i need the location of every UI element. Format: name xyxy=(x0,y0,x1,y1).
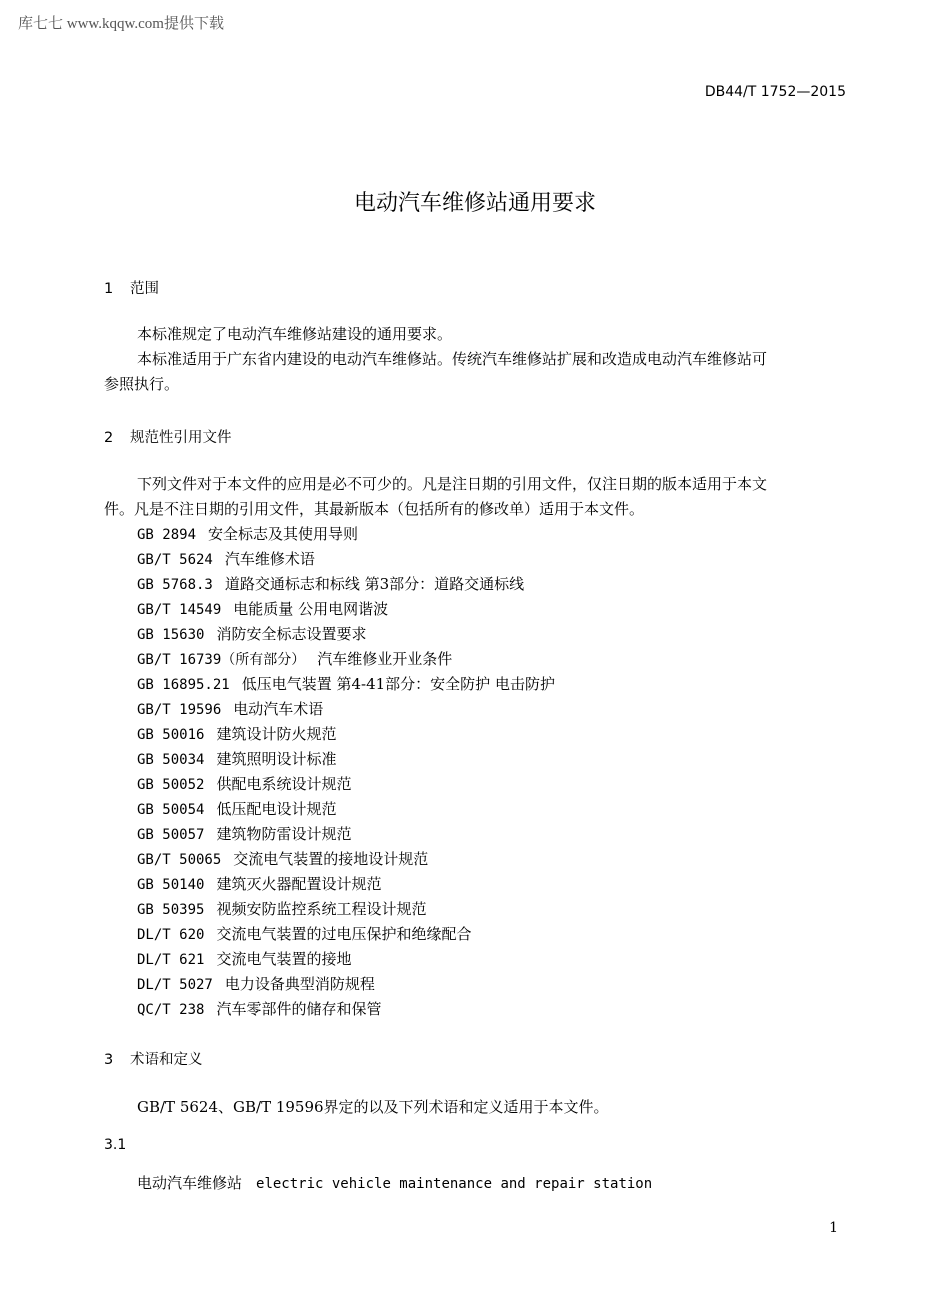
document-title: 电动汽车维修站通用要求 xyxy=(353,191,596,216)
section-2-intro-line-2: 件。凡是不注日期的引用文件，其最新版本（包括所有的修改单）适用于本文件。 xyxy=(104,500,645,518)
section-1-title: 范围 xyxy=(130,281,159,297)
reference-title: 电力设备典型消防规程 xyxy=(224,975,375,993)
reference-item xyxy=(137,923,471,944)
term-entry xyxy=(137,1172,652,1193)
reference-title: 建筑照明设计标准 xyxy=(216,750,337,768)
reference-code: GB/T 5624 xyxy=(137,552,213,568)
reference-code: GB/T 16739（所有部分） xyxy=(137,652,306,668)
reference-code: GB 50395 xyxy=(137,902,205,918)
section-2-intro-line-1: 下列文件对于本文件的应用是必不可少的。凡是注日期的引用文件，仅注日期的版本适用于本文 xyxy=(137,475,768,493)
section-2-heading xyxy=(104,426,232,447)
section-2-title: 规范性引用文件 xyxy=(130,430,232,446)
reference-title: 汽车维修术语 xyxy=(224,550,315,568)
reference-title: 低压电气装置 第4-41部分：安全防护 电击防护 xyxy=(241,675,555,693)
reference-item xyxy=(137,873,381,894)
reference-item xyxy=(137,773,351,794)
reference-item xyxy=(137,998,381,1019)
reference-title: 视频安防监控系统工程设计规范 xyxy=(216,900,427,918)
reference-title: 交流电气装置的接地设计规范 xyxy=(233,850,429,868)
reference-code: GB 50054 xyxy=(137,802,205,818)
reference-title: 建筑灭火器配置设计规范 xyxy=(216,875,382,893)
reference-code: DL/T 621 xyxy=(137,952,205,968)
reference-code: GB 50034 xyxy=(137,752,205,768)
reference-title: 交流电气装置的过电压保护和绝缘配合 xyxy=(216,925,472,943)
reference-code: DL/T 5027 xyxy=(137,977,213,993)
reference-title: 建筑设计防火规范 xyxy=(216,725,337,743)
reference-item xyxy=(137,798,336,819)
reference-code: GB 15630 xyxy=(137,627,205,643)
reference-code: GB/T 14549 xyxy=(137,602,222,618)
reference-item xyxy=(137,673,555,694)
section-3-heading xyxy=(104,1048,203,1069)
reference-code: GB 16895.21 xyxy=(137,677,230,693)
reference-item xyxy=(137,848,428,869)
term-chinese: 电动汽车维修站 xyxy=(137,1174,243,1192)
reference-item xyxy=(137,548,315,569)
reference-title: 电能质量 公用电网谐波 xyxy=(233,600,389,618)
reference-item xyxy=(137,948,351,969)
section-3-title: 术语和定义 xyxy=(130,1052,203,1068)
reference-code: GB/T 50065 xyxy=(137,852,222,868)
reference-title: 安全标志及其使用导则 xyxy=(208,525,359,543)
reference-item xyxy=(137,823,351,844)
reference-code: DL/T 620 xyxy=(137,927,205,943)
section-1-heading xyxy=(104,277,159,298)
reference-title: 电动汽车术语 xyxy=(233,700,324,718)
reference-title: 建筑物防雷设计规范 xyxy=(216,825,352,843)
reference-title: 汽车维修业开业条件 xyxy=(317,650,453,668)
section-2-number: 2 xyxy=(104,430,114,446)
section-1-number: 1 xyxy=(104,281,114,297)
reference-title: 低压配电设计规范 xyxy=(216,800,337,818)
reference-title: 道路交通标志和标线 第3部分：道路交通标线 xyxy=(224,575,525,593)
reference-code: GB 50140 xyxy=(137,877,205,893)
reference-code: GB/T 19596 xyxy=(137,702,222,718)
section-1-paragraph-2-line-1: 本标准适用于广东省内建设的电动汽车维修站。传统汽车维修站扩展和改造成电动汽车维修站可 xyxy=(137,350,768,368)
reference-item xyxy=(137,748,336,769)
reference-code: GB 50052 xyxy=(137,777,205,793)
reference-item xyxy=(137,973,375,994)
section-3-intro: GB/T 5624、GB/T 19596界定的以及下列术语和定义适用于本文件。 xyxy=(137,1098,609,1116)
section-1-paragraph-1: 本标准规定了电动汽车维修站建设的通用要求。 xyxy=(137,325,453,343)
reference-item xyxy=(137,648,452,669)
reference-code: GB 50016 xyxy=(137,727,205,743)
reference-item xyxy=(137,723,336,744)
document-number: DB44/T 1752—2015 xyxy=(704,84,846,100)
reference-title: 交流电气装置的接地 xyxy=(216,950,352,968)
reference-title: 供配电系统设计规范 xyxy=(216,775,352,793)
reference-item xyxy=(137,573,524,594)
reference-item xyxy=(137,523,358,544)
reference-code: GB 50057 xyxy=(137,827,205,843)
reference-item xyxy=(137,598,388,619)
reference-item xyxy=(137,698,323,719)
section-3-number: 3 xyxy=(104,1052,114,1068)
reference-code: QC/T 238 xyxy=(137,1002,205,1018)
reference-title: 消防安全标志设置要求 xyxy=(216,625,367,643)
section-1-paragraph-2-line-2: 参照执行。 xyxy=(104,375,180,393)
reference-title: 汽车零部件的储存和保管 xyxy=(216,1000,382,1018)
reference-code: GB 5768.3 xyxy=(137,577,213,593)
term-english: electric vehicle maintenance and repair station xyxy=(256,1176,653,1192)
watermark-text: 库七七 www.kqqw.com提供下载 xyxy=(18,16,224,32)
reference-code: GB 2894 xyxy=(137,527,197,543)
page-number: 1 xyxy=(829,1220,838,1236)
subsection-3-1-number: 3.1 xyxy=(104,1137,127,1153)
reference-item xyxy=(137,623,366,644)
reference-item xyxy=(137,898,426,919)
